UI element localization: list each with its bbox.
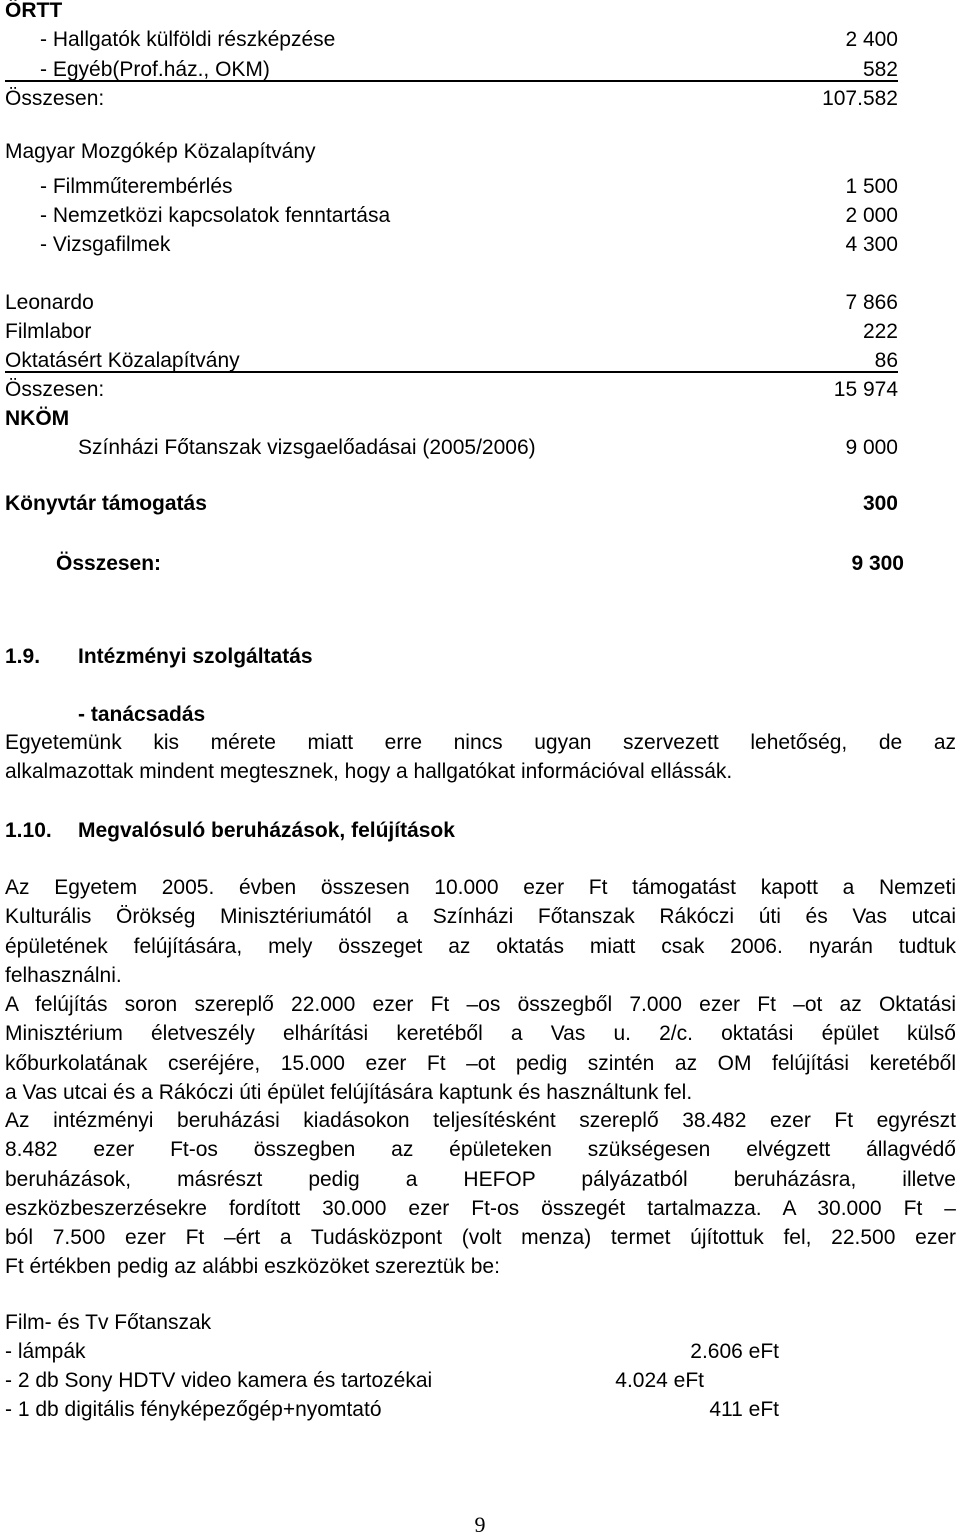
- paragraph-line: kőburkolatának cseréjére, 15.000 ezer Ft –ot pedig szintén az OM felújítási keretéből: [5, 1051, 956, 1075]
- heading-text: NKÖM: [5, 407, 70, 430]
- row-value: 4 300: [845, 233, 898, 256]
- subheading-text: - tanácsadás: [78, 703, 206, 726]
- total-value: 9 300: [851, 552, 904, 575]
- total-value: 107.582: [822, 87, 898, 110]
- paragraph-1: [5, 873, 956, 990]
- item-label: - 1 db digitális fényképezőgép+nyomtató: [5, 1398, 382, 1421]
- section-number: 1.10.: [5, 819, 52, 842]
- sum-underline: [5, 371, 898, 373]
- paragraph-2: [5, 990, 956, 1107]
- row-nemzetkozi: [0, 201, 960, 230]
- equipment-item-fenykepezo: [0, 1395, 960, 1424]
- row-label: - Vizsgafilmek: [40, 233, 171, 256]
- row-label: Oktatásért Közalapítvány: [5, 349, 240, 372]
- subheading-tanacsadas: [0, 700, 960, 729]
- row-value: 222: [862, 320, 898, 343]
- paragraph-tanacsadas: [5, 728, 956, 787]
- row-filmlabor: [0, 317, 960, 346]
- paragraph-line: a Vas utcai és a Rákóczi úti épület felújítására kaptunk és használtunk fel.: [5, 1080, 693, 1104]
- paragraph-line: épületének felújítására, mely összeget az oktatás miatt csak 2006. nyarán tudtuk: [5, 934, 956, 958]
- section-title: Intézményi szolgáltatás: [78, 645, 313, 668]
- row-value: 9 000: [845, 436, 898, 459]
- section-heading-1-10: [0, 816, 960, 845]
- paragraph-line: 8.482 ezer Ft-os összegben az épületeken szükségesen elvégzett állagvédő: [5, 1138, 956, 1162]
- paragraph-line: Egyetemünk kis mérete miatt erre nincs ugyan szervezett lehetőség, de az: [5, 731, 956, 754]
- equipment-item-kamera: [0, 1366, 960, 1395]
- paragraph-line: ból 7.500 ezer Ft –ért a Tudásközpont (volt menza) termet újítottuk fel, 22.500 ezer: [5, 1226, 956, 1250]
- row-label: Leonardo: [5, 291, 94, 314]
- section-heading-nkom: [0, 404, 960, 433]
- paragraph-line: alkalmazottak mindent megtesznek, hogy a hallgatókat információval ellássák.: [5, 760, 733, 784]
- paragraph-line: beruházások, másrészt pedig a HEFOP pályázatból beruházásra, illetve: [5, 1167, 956, 1191]
- total-value: 15 974: [833, 378, 898, 401]
- heading-text: Magyar Mozgókép Közalapítvány: [5, 140, 316, 163]
- paragraph-line: felhasználni.: [5, 963, 122, 987]
- row-label: - Hallgatók külföldi részképzése: [40, 28, 336, 51]
- paragraph-line: Minisztérium életveszély elhárítási keretéből a Vas u. 2/c. oktatási épület külső: [5, 1022, 956, 1046]
- row-szinhazi: [0, 433, 960, 462]
- row-label: Könyvtár támogatás: [5, 492, 207, 515]
- paragraph-line: Ft értékben pedig az alábbi eszközöket szereztük be:: [5, 1255, 500, 1279]
- item-value: 2.606 eFt: [690, 1340, 779, 1363]
- row-value: 2 400: [845, 28, 898, 51]
- total-label: Összesen:: [56, 552, 162, 575]
- equipment-item-lampak: [0, 1337, 960, 1366]
- row-label: - Filmműterembérlés: [40, 175, 233, 198]
- row-vizsgafilmek: [0, 230, 960, 259]
- row-kulfoldi-reszkepzes: [0, 25, 960, 54]
- row-value: 86: [874, 349, 898, 372]
- paragraph-line: Az Egyetem 2005. évben összesen 10.000 ezer Ft támogatást kapott a Nemzeti: [5, 876, 956, 899]
- section-heading-mmka: [0, 137, 960, 166]
- equipment-heading: [0, 1308, 960, 1337]
- item-value: 4.024 eFt: [615, 1369, 704, 1392]
- row-label: Filmlabor: [5, 320, 92, 343]
- total-label: Összesen:: [5, 378, 105, 401]
- paragraph-line: Kulturális Örökség Minisztériumától a Színházi Főtanszak Rákóczi úti és Vas utcai: [5, 905, 956, 929]
- row-value: 7 866: [845, 291, 898, 314]
- heading-text: ÖRTT: [5, 0, 63, 22]
- paragraph-line: eszközbeszerzésekre fordított 30.000 ezer Ft-os összegét tartalmazza. A 30.000 Ft –: [5, 1196, 956, 1220]
- row-value: 1 500: [845, 175, 898, 198]
- sum-underline: [5, 80, 898, 82]
- row-label: - Egyéb(Prof.ház., OKM): [40, 58, 270, 81]
- row-value: 300: [862, 492, 898, 515]
- item-label: - lámpák: [5, 1340, 86, 1363]
- row-label: Színházi Főtanszak vizsgaelőadásai (2005/2006): [78, 436, 536, 459]
- row-label: - Nemzetközi kapcsolatok fenntartása: [40, 204, 391, 227]
- heading-text: Film- és Tv Főtanszak: [5, 1311, 212, 1334]
- row-total-misc: [0, 375, 960, 404]
- paragraph-line: Az intézményi beruházási kiadásokon teljesítésként szereplő 38.482 ezer Ft egyrészt: [5, 1109, 956, 1132]
- page-number: 9: [474, 1512, 486, 1537]
- row-total-nkom: [0, 549, 960, 578]
- section-title: Megvalósuló beruházások, felújítások: [78, 819, 455, 842]
- row-filmmuterem: [0, 172, 960, 201]
- row-leonardo: [0, 288, 960, 317]
- section-heading-1-9: [0, 642, 960, 671]
- item-label: - 2 db Sony HDTV video kamera és tartozékai: [5, 1369, 433, 1392]
- paragraph-line: A felújítás soron szereplő 22.000 ezer Ft –os összegből 7.000 ezer Ft –ot az Oktatási: [5, 993, 956, 1016]
- row-value: 2 000: [845, 204, 898, 227]
- row-total-ortt: [0, 84, 960, 113]
- section-heading-ortt: [0, 0, 960, 25]
- section-number: 1.9.: [5, 645, 41, 668]
- total-label: Összesen:: [5, 87, 105, 110]
- row-konyvtar: [0, 489, 960, 518]
- item-value: 411 eFt: [709, 1398, 779, 1421]
- row-value: 582: [862, 58, 898, 81]
- paragraph-3: [5, 1106, 956, 1282]
